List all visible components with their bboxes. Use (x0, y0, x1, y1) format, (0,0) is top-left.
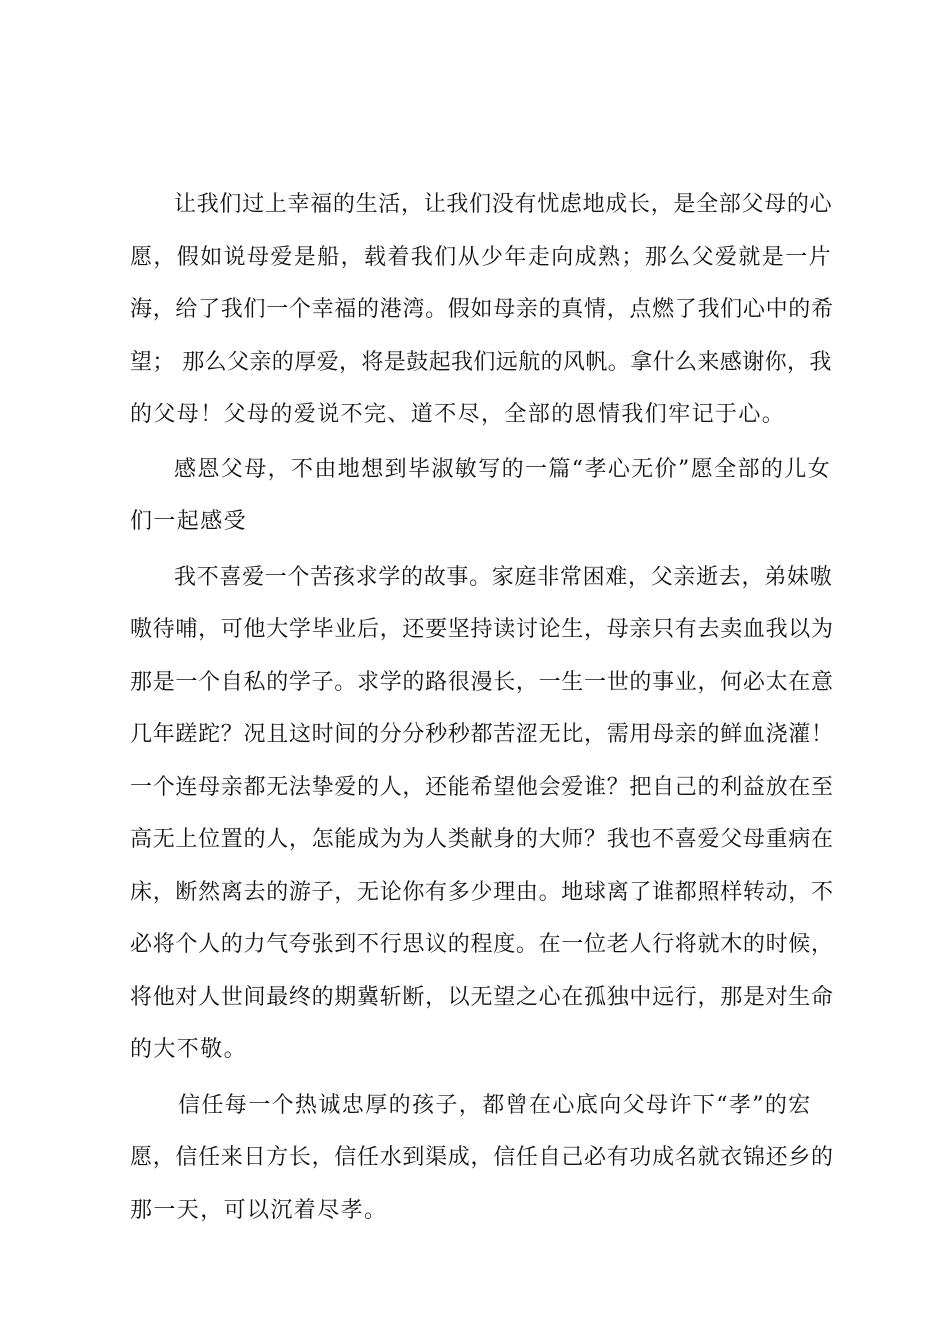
text-line: 的大不敬。 (130, 1037, 248, 1062)
text-line: 一个连母亲都无法挚爱的人，还能希望他会爱谁？把自己的利益放在至 (130, 774, 834, 800)
paragraph-1 (130, 179, 834, 442)
text-line: 让我们过上幸福的生活，让我们没有忧虑地成长，是全部父母的心 (174, 192, 833, 217)
text-line: 高无上位置的人，怎能成为为人类献身的大师？我也不喜爱父母重病在 (130, 827, 834, 852)
paragraph-2 (130, 444, 834, 549)
text-line: 几年蹉跎？况且这时间的分分秒秒都苦涩无比，需用母亲的鲜血浇灌！ (130, 722, 834, 747)
text-line: 的父母！父母的爱说不完、道不尽，全部的恩情我们牢记于心。 (130, 402, 786, 427)
document-body (130, 179, 834, 1237)
text-line: 床，断然离去的游子，无论你有多少理由。地球离了谁都照样转动，不 (130, 879, 834, 905)
text-line: 望； 那么父亲的厚爱，将是鼓起我们远航的风帆。拿什么来感谢你，我 (130, 349, 832, 375)
text-line: 我不喜爱一个苦孩求学的故事。家庭非常困难，父亲逝去，弟妹嗷 (174, 564, 833, 590)
paragraph-3 (130, 552, 834, 1077)
text-line: 愿，假如说母爱是船，载着我们从少年走向成熟；那么父爱就是一片 (130, 244, 833, 270)
paragraph-4 (130, 1080, 834, 1238)
text-line: 将他对人世间最终的期冀斩断，以无望之心在孤独中远行，那是对生命 (130, 984, 834, 1010)
text-line: 那是一个自私的学子。求学的路很漫长，一生一世的事业，何必太在意 (130, 669, 834, 695)
text-line: 信任每一个热诚忠厚的孩子，都曾在心底向父母许下“孝”的宏 (178, 1092, 812, 1118)
text-line: 那一天，可以沉着尽孝。 (130, 1197, 388, 1223)
text-line: 海，给了我们一个幸福的港湾。假如母亲的真情，点燃了我们心中的希 (130, 297, 834, 322)
text-line: 感恩父母，不由地想到毕淑敏写的一篇“孝心无价”愿全部的儿女 (174, 456, 832, 482)
text-line: 必将个人的力气夸张到不行思议的程度。在一位老人行将就木的时候， (130, 932, 834, 957)
text-line: 愿，信任来日方长，信任水到渠成，信任自己必有功成名就衣锦还乡的 (130, 1145, 834, 1170)
text-line: 们一起感受 (130, 509, 248, 534)
text-line: 嗷待哺，可他大学毕业后，还要坚持读讨论生，母亲只有去卖血我以为 (130, 617, 834, 642)
